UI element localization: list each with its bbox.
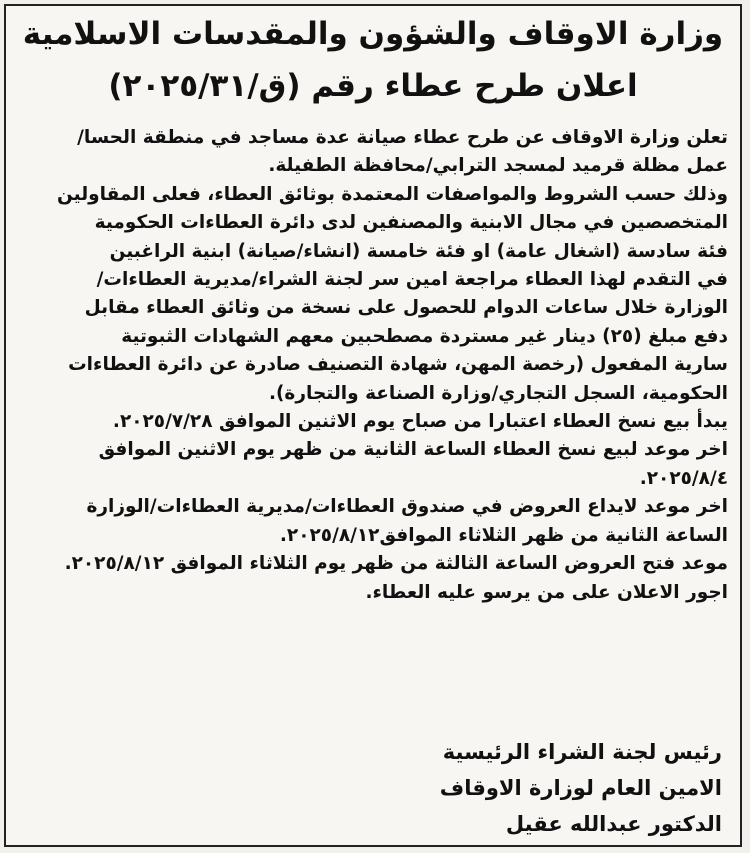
- body-line: يبدأ بيع نسخ العطاء اعتبارا من صباح يوم الاثنين الموافق ٢٠٢٥/٧/٢٨.: [112, 411, 728, 433]
- body-line: اخر موعد لايداع العروض في صندوق العطاءات/مديرية العطاءات/الوزارة: [86, 496, 728, 518]
- announcement-frame: [4, 4, 742, 847]
- body-line: فئة سادسة (اشغال عامة) او فئة خامسة (انشاء/صيانة) ابنية الراغبين: [109, 240, 728, 262]
- ministry-title: وزارة الاوقاف والشؤون والمقدسات الاسلامية: [22, 16, 724, 52]
- body-line: وذلك حسب الشروط والمواصفات المعتمدة بوثائق العطاء، فعلى المقاولين: [57, 183, 728, 205]
- body-line: تعلن وزارة الاوقاف عن طرح عطاء صيانة عدة مساجد في منطقة الحسا/: [77, 127, 728, 148]
- body-line: الحكومية، السجل التجاري/وزارة الصناعة والتجارة).: [268, 382, 728, 404]
- body-line: موعد فتح العروض الساعة الثالثة من ظهر يوم الثلاثاء الموافق ٢٠٢٥/٨/١٢.: [64, 553, 728, 575]
- body-line: الساعة الثانية من ظهر الثلاثاء الموافق٢٠٢٥/٨/١٢.: [279, 524, 728, 546]
- announcement-title: اعلان طرح عطاء رقم (ق/٢٠٢٥/٣١): [108, 68, 638, 104]
- body-line: سارية المفعول (رخصة المهن، شهادة التصنيف صادرة عن دائرة العطاءات: [68, 354, 728, 376]
- signature-name: الدكتور عبدالله عقيل: [505, 812, 722, 836]
- signature-committee-chair: رئيس لجنة الشراء الرئيسية: [442, 740, 722, 764]
- body-line: اخر موعد لبيع نسخ العطاء الساعة الثانية من ظهر يوم الاثنين الموافق: [98, 439, 728, 461]
- body-line: المتخصصين في مجال الابنية والمصنفين لدى دائرة العطاءات الحكومية: [94, 212, 728, 234]
- body-line: الوزارة خلال ساعات الدوام للحصول على نسخة من وثائق العطاء مقابل: [84, 297, 728, 319]
- body-line: اجور الاعلان على من يرسو عليه العطاء.: [365, 581, 728, 603]
- announcement-body: [18, 124, 728, 607]
- body-line: في التقدم لهذا العطاء مراجعة امين سر لجنة الشراء/مديرية العطاءات/: [96, 269, 728, 291]
- signature-secretary-general: الامين العام لوزارة الاوقاف: [439, 776, 722, 800]
- body-line: دفع مبلغ (٢٥) دينار غير مستردة مصطحبين معهم الشهادات الثبوتية: [121, 325, 728, 347]
- body-line: ٢٠٢٥/٨/٤.: [639, 467, 728, 489]
- body-line: عمل مظلة قرميد لمسجد الترابي/محافظة الطفيلة.: [268, 155, 728, 177]
